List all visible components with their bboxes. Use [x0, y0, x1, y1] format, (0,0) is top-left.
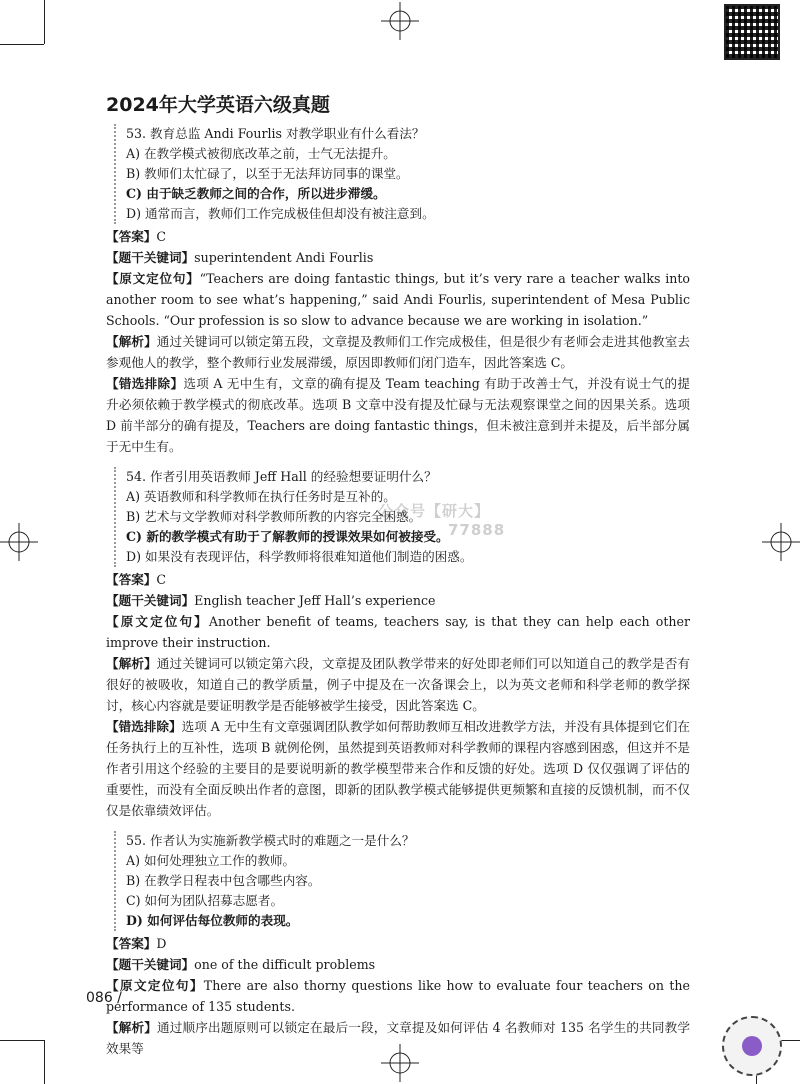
option-a: A) 如何处理独立工作的教师。 — [126, 853, 296, 868]
keyword: 【题干关键词】one of the difficult problems — [106, 957, 376, 972]
option-d: D) 如何评估每位教师的表现。 — [126, 913, 299, 928]
analysis: 【解析】通过关键词可以锁定第五段，文章提及教师们工作完成极佳，但是很少有老师会走进其他教室去参观他人的教学，整个教师行业发展滞缓，原因即教师们闭门造车，因此答案选 C。 — [106, 334, 691, 370]
option-d: D) 通常而言，教师们工作完成极佳但却没有被注意到。 — [126, 206, 435, 221]
answer: 【答案】D — [106, 936, 167, 951]
registration-mark-icon — [762, 523, 800, 561]
option-d: D) 如果没有表现评估，科学教师将很难知道他们制造的困惑。 — [126, 549, 473, 564]
crop-mark — [0, 1040, 44, 1041]
watermark: 公众号【研大】 77888 — [378, 502, 506, 539]
answer: 【答案】C — [106, 572, 167, 587]
main-content — [106, 124, 690, 1059]
crop-mark — [44, 1040, 45, 1084]
exclude: 【错选排除】选项 A 无中生有文章强调团队教学如何帮助教师互相改进教学方法，并没有具体提到它们在任务执行上的互补性，选项 B 就例伦例，虽然提到英语教师对科学教师的课程内容感到困惑，但这并不是作者引用这个经验的主要目的是要说明新的教学模型带来合作和反馈的好处。选项 D 仅仅强调了评估的重要性，而没有全面反映出作者的意图，即新的团队教学模式能够提供更频繁和直接的反馈机制，而不仅仅是依靠绩效评估。 — [106, 719, 691, 818]
qr-code-icon[interactable] — [722, 1016, 782, 1076]
page-title: 2024年大学英语六级真题 — [106, 94, 330, 116]
option-b: B) 艺术与文学教师对科学教师所教的内容完全困惑。 — [126, 509, 422, 524]
keyword: 【题干关键词】English teacher Jeff Hall’s experience — [106, 593, 436, 608]
exclude: 【错选排除】选项 A 无中生有，文章的确有提及 Team teaching 有助于改善士气，并没有说士气的提升必须依赖于教学模式的彻底改革。选项 B 文章中没有提及忙碌与无法观察课堂之间的因果关系。选项 D 前半部分的确有提及，Teachers are doing fantastic things，但未被注意到并未提及，后半部分属于无中生有。 — [106, 376, 691, 454]
registration-mark-icon — [381, 2, 419, 40]
question-stem: 55. 作者认为实施新教学模式时的难题之一是什么？ — [126, 833, 415, 848]
locate-sentence: 【原文定位句】There are also thorny questions like how to evaluate four teachers on the performance of 135 students. — [106, 978, 690, 1014]
question-stem: 54. 作者引用英语教师 Jeff Hall 的经验想要证明什么？ — [126, 469, 437, 484]
question-55 — [114, 831, 690, 931]
locate-sentence: 【原文定位句】Another benefit of teams, teachers say, is that they can help each other improve their instruction. — [106, 614, 691, 650]
page-number: 086 / — [86, 990, 122, 1006]
question-53 — [114, 124, 690, 224]
question-stem: 53. 教育总监 Andi Fourlis 对教学职业有什么看法？ — [126, 126, 425, 141]
option-c: C) 如何为团队招募志愿者。 — [126, 893, 284, 908]
option-b: B) 在教学日程表中包含哪些内容。 — [126, 873, 321, 888]
analysis: 【解析】通过关键词可以锁定第六段，文章提及团队教学带来的好处即老师们可以知道自己的教学是否有很好的被吸收，知道自己的教学质量，例子中提及在一次备课会上，以为英文老师和科学老师的教学探讨，核心内容就是要证明教学是否能够被学生接受，因此答案选 C。 — [106, 656, 691, 713]
locate-sentence: 【原文定位句】“Teachers are doing fantastic things, but it’s very rare a teacher walks into another room to see what’s happening,” said Andi Fourlis, superintendent of Mesa Public Schools. “Our profession is so slow to advance because we are working in isolation.” — [106, 271, 691, 328]
crop-mark — [0, 44, 44, 45]
qr-code-icon[interactable] — [724, 4, 780, 60]
option-a: A) 英语教师和科学教师在执行任务时是互补的。 — [126, 489, 396, 504]
registration-mark-icon — [0, 523, 38, 561]
option-a: A) 在教学模式被彻底改革之前，士气无法提升。 — [126, 146, 396, 161]
answer: 【答案】C — [106, 229, 167, 244]
keyword: 【题干关键词】superintendent Andi Fourlis — [106, 250, 374, 265]
crop-mark — [44, 0, 45, 44]
question-54 — [114, 467, 690, 567]
analysis: 【解析】通过顺序出题原则可以锁定在最后一段，文章提及如何评估 4 名教师对 135 名学生的共同教学效果等 — [106, 1020, 690, 1056]
option-c: C) 由于缺乏教师之间的合作，所以进步滞缓。 — [126, 186, 386, 201]
option-c: C) 新的教学模式有助于了解教师的授课效果如何被接受。 — [126, 529, 449, 544]
option-b: B) 教师们太忙碌了，以至于无法拜访同事的课堂。 — [126, 166, 409, 181]
